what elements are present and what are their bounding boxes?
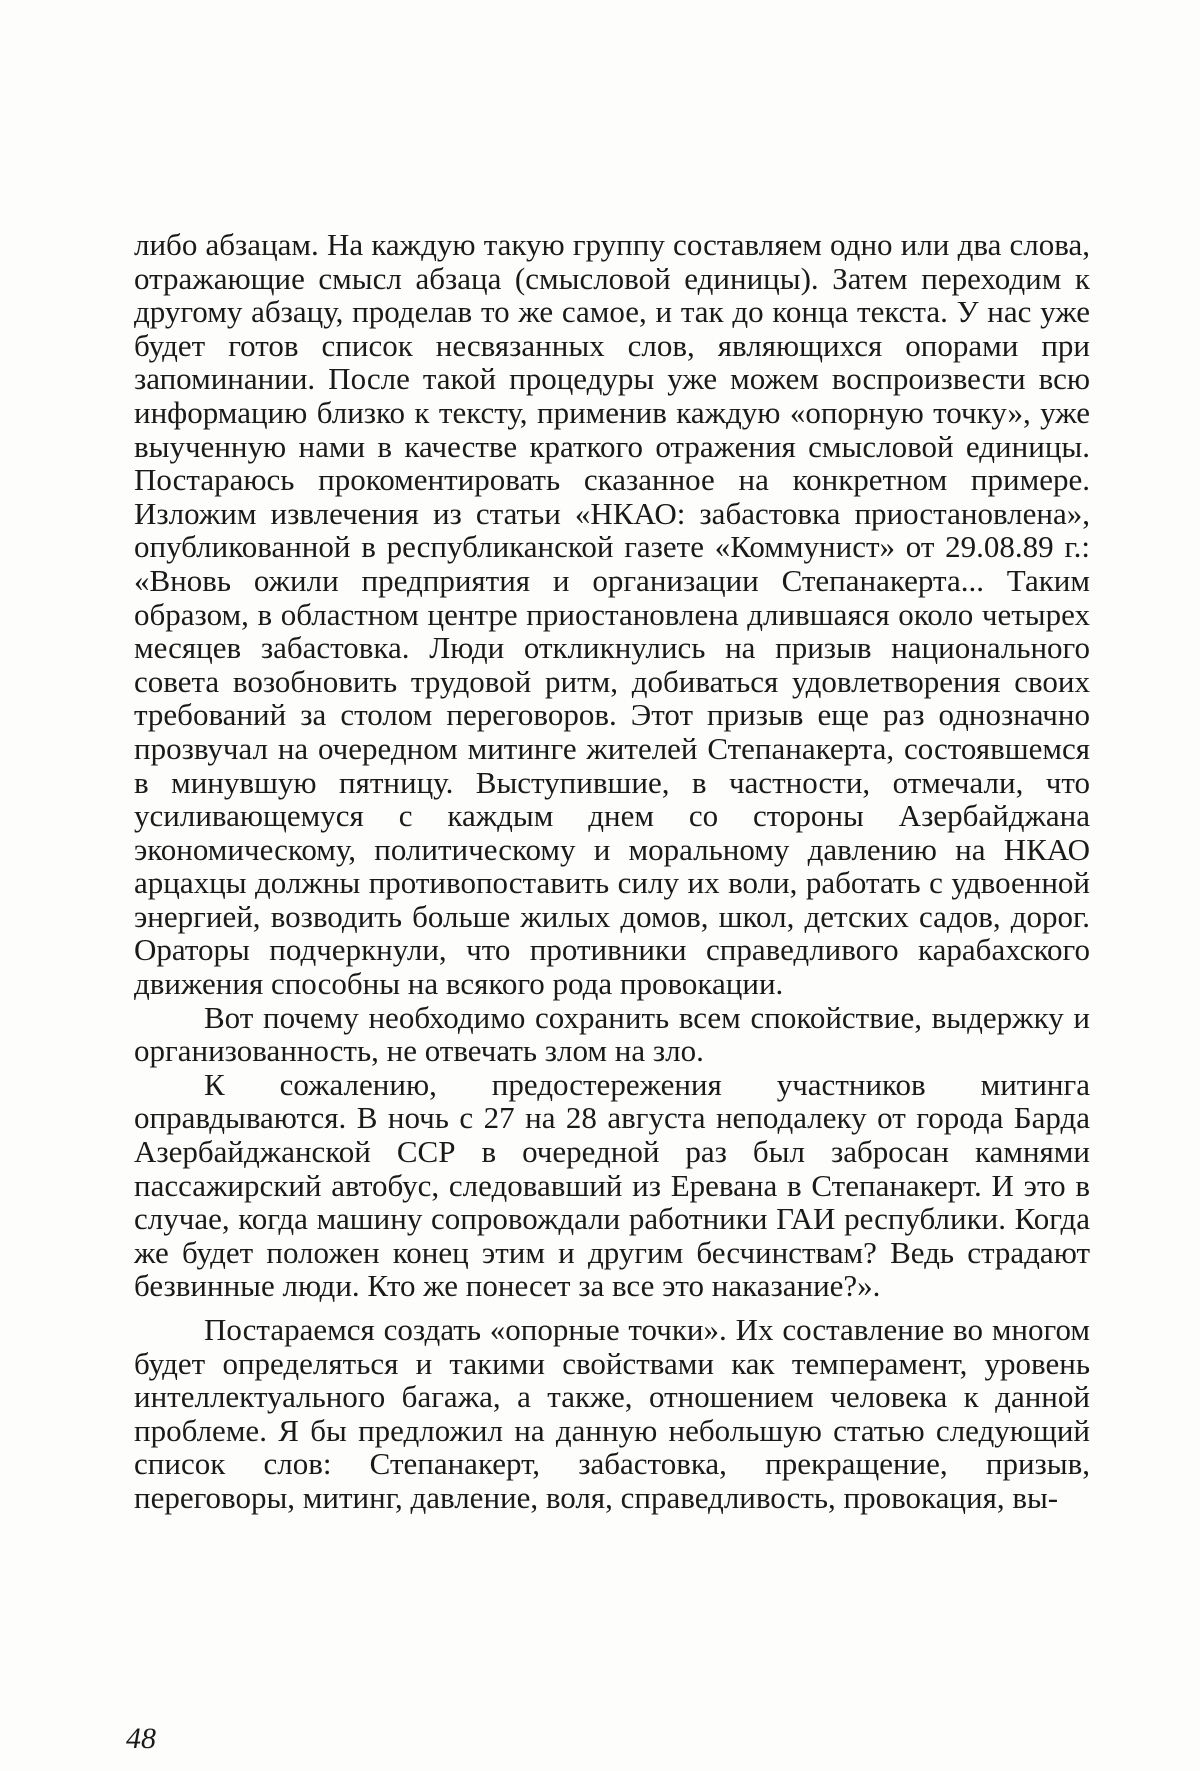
page-number: 48 xyxy=(126,1722,156,1755)
paragraph: К сожалению, предостережения участников митинга оправдываются. В ночь с 27 на 28 августа неподалеку от города Барда Азербайджанской ССР в очередной раз был забросан камнями пассажирский автобус, следовавший из Еревана в Степанакерт. И это в случае, когда машину сопровождали работники ГАИ республики. Когда же будет положен конец этим и другим бесчинствам? Ведь страдают безвинные люди. Кто же понесет за все это наказание?». xyxy=(134,1066,1090,1304)
body-text xyxy=(134,228,1090,1515)
paragraph: либо абзацам. На каждую такую группу составляем одно или два слова, отражающие смысл абзаца (смысловой единицы). Затем переходим к другому абзацу, проделав то же самое, и так до конца текста. У нас уже будет готов список несвязанных слов, являющихся опорами при запоминании. После такой процедуры уже можем воспроизвести всю информацию близко к тексту, применив каждую «опорную точку», уже выученную нами в качестве краткого отражения смысловой единицы. Постараюсь прокоментировать сказанное на конкретном примере. Изложим извлечения из статьи «НКАО: забастовка приостановлена», опубликованной в республиканской газете «Коммунист» от 29.08.89 г.: «Вновь ожили предприятия и организации Степанакерта... Таким образом, в областном центре приостановлена длившаяся около четырех месяцев забастовка. Люди откликнулись на призыв национального совета возобновить трудовой ритм, добиваться удовлетворения своих требований за столом переговоров. Этот призыв еще раз однозначно прозвучал на очередном митинге жителей Степанакерта, состоявшемся в минувшую пятницу. Выступившие, в частности, отмечали, что усиливающемуся с каждым днем со стороны Азербайджана экономическому, политическому и моральному давлению на НКАО арцахцы должны противопоставить силу их воли, работать с удвоенной энергией, возводить больше жилых домов, школ, детских садов, дорог. Ораторы подчеркнули, что противники справедливого карабахского движения способны на всякого рода провокации. xyxy=(134,227,1090,1002)
paragraph: Постараемся создать «опорные точки». Их составление во многом будет определяться и такими свойствами как темперамент, уровень интеллектуального багажа, а также, отношением человека к данной проблеме. Я бы предложил на данную небольшую статью следующий список слов: Степанакерт, забастовка, прекращение, призыв, переговоры, митинг, давление, воля, справедливость, провокация, вы- xyxy=(134,1312,1090,1515)
paragraph: Вот почему необходимо сохранить всем спокойствие, выдержку и организованность, не отвечать злом на зло. xyxy=(134,999,1090,1069)
